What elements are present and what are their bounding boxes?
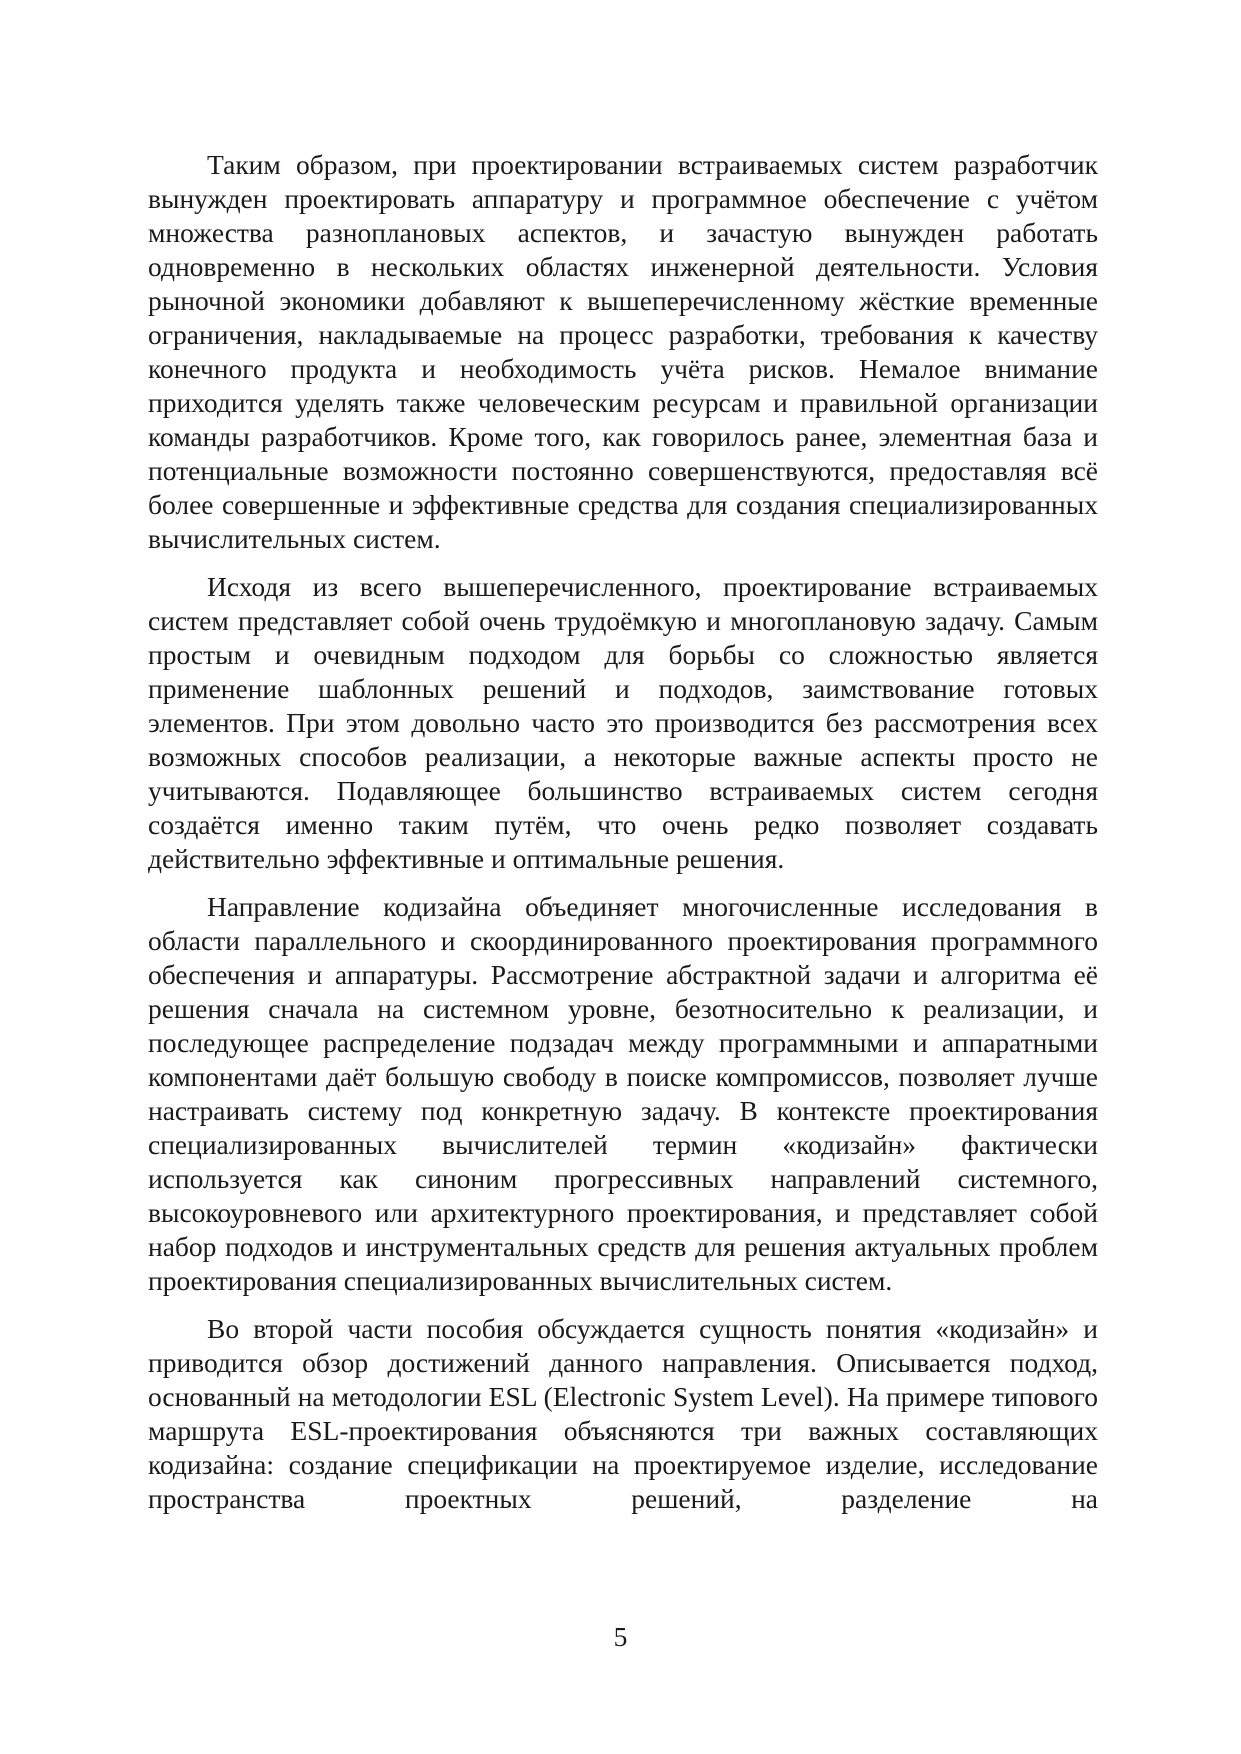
paragraph-1: Таким образом, при проектировании встраиваемых систем разработчик вынужден проектировать аппаратуру и программное обеспечение с учётом множества разноплановых аспектов, и зачастую вынужден работать одновременно в нескольких областях инженерной деятельности. Условия рыночной экономики добавляют к вышеперечисленному жёсткие временные ограничения, накладываемые на процесс разработки, требования к качеству конечного продукта и необходимость учёта рисков. Немалое внимание приходится уделять также человеческим ресурсам и правильной организации команды разработчиков. Кроме того, как говорилось ранее, элементная база и потенциальные возможности постоянно совершенствуются, предоставляя всё более совершенные и эффективные средства для создания специализированных вычислительных систем. [148,149,1098,554]
page-number: 5 [613,1621,628,1652]
page-body [148,148,1098,1530]
paragraph-4: Во второй части пособия обсуждается сущность понятия «кодизайн» и приводится обзор достижений данного направления. Описывается подход, основанный на методологии ESL (Electronic System Level). На примере типового маршрута ESL-проектирования объясняются три важных составляющих кодизайна: создание спецификации на проектируемое изделие, исследование пространства проектных решений, разделение на [148,1313,1098,1514]
paragraph-3: Направление кодизайна объединяет многочисленные исследования в области параллельного и скоординированного проектирования программного обеспечения и аппаратуры. Рассмотрение абстрактной задачи и алгоритма её решения сначала на системном уровне, безотносительно к реализации, и последующее распределение подзадач между программными и аппаратными компонентами даёт большую свободу в поиске компромиссов, позволяет лучше настраивать систему под конкретную задачу. В контексте проектирования специализированных вычислителей термин «кодизайн» фактически используется как синоним прогрессивных направлений системного, высокоуровневого или архитектурного проектирования, и представляет собой набор подходов и инструментальных средств для решения актуальных проблем проектирования специализированных вычислительных систем. [148,891,1098,1296]
paragraph-2: Исходя из всего вышеперечисленного, проектирование встраиваемых систем представляет собой очень трудоёмкую и многоплановую задачу. Самым простым и очевидным подходом для борьбы со сложностью является применение шаблонных решений и подходов, заимствование готовых элементов. При этом довольно часто это производится без рассмотрения всех возможных способов реализации, а некоторые важные аспекты просто не учитываются. Подавляющее большинство встраиваемых систем сегодня создаётся именно таким путём, что очень редко позволяет создавать действительно эффективные и оптимальные решения. [148,571,1098,874]
